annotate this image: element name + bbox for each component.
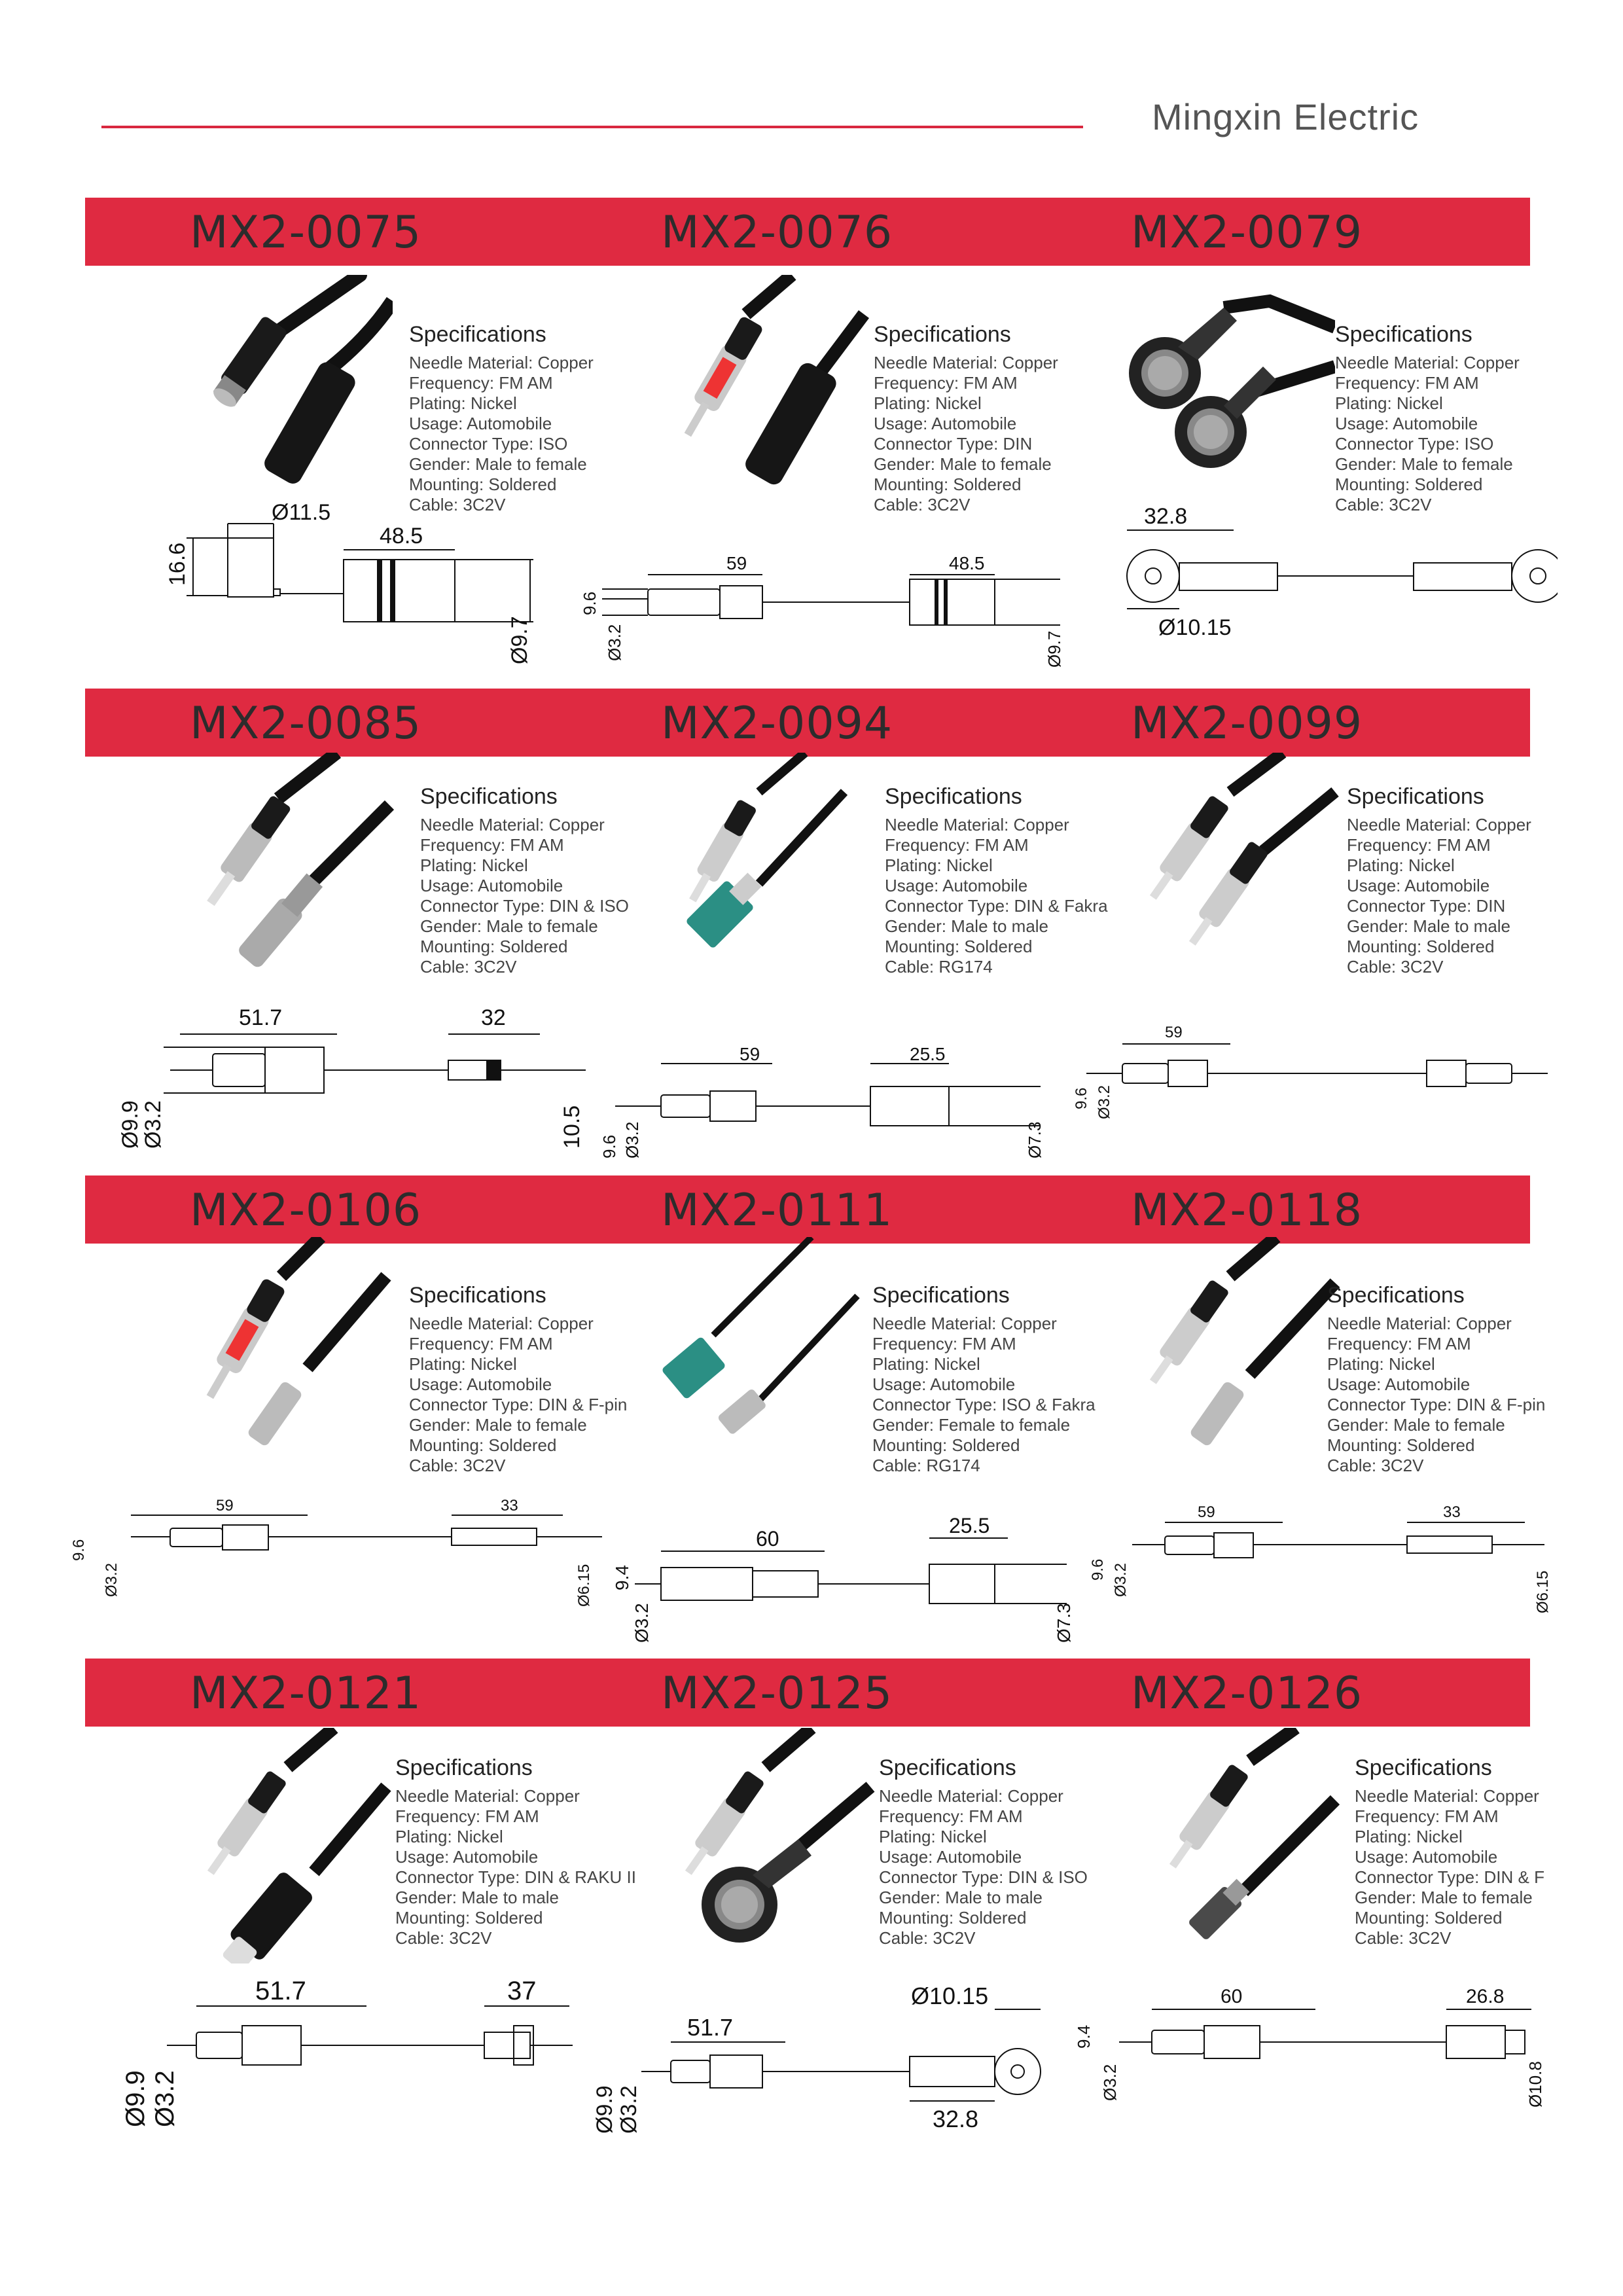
spec-line: Plating: Nickel bbox=[879, 1827, 987, 1846]
spec-line: Frequency: FM AM bbox=[1335, 373, 1479, 393]
spec-line: Cable: 3C2V bbox=[409, 1456, 506, 1475]
spec-line: Connector Type: DIN & ISO bbox=[420, 896, 629, 916]
spec-block-mx2-0126 bbox=[1355, 1755, 1623, 1948]
spec-line: Gender: Male to female bbox=[1335, 454, 1513, 474]
spec-title: Specifications bbox=[885, 784, 1022, 809]
spec-line: Frequency: FM AM bbox=[885, 835, 1029, 855]
spec-block-mx2-0118 bbox=[1327, 1283, 1615, 1476]
dimension-label: 10.5 bbox=[560, 1105, 584, 1149]
spec-line: Connector Type: ISO bbox=[409, 434, 568, 454]
spec-line: Plating: Nickel bbox=[1355, 1827, 1463, 1846]
spec-line: Connector Type: DIN bbox=[874, 434, 1033, 454]
spec-line: Gender: Male to female bbox=[409, 454, 587, 474]
spec-line: Needle Material: Copper bbox=[885, 815, 1069, 834]
dimension-label: Ø3.2 bbox=[605, 624, 624, 661]
spec-line: Connector Type: DIN & F-pin bbox=[1327, 1395, 1546, 1414]
spec-line: Plating: Nickel bbox=[874, 393, 982, 413]
dimension-label: Ø9.9 bbox=[118, 1100, 143, 1149]
dimension-label: 32.8 bbox=[933, 2106, 979, 2132]
spec-line: Cable: 3C2V bbox=[879, 1928, 976, 1948]
dimension-drawing-mx2-0079 bbox=[1099, 504, 1558, 655]
dimension-drawing-mx2-0111 bbox=[609, 1512, 1080, 1649]
dimension-label: Ø9.7 bbox=[507, 616, 532, 664]
spec-title: Specifications bbox=[395, 1755, 533, 1780]
spec-line: Usage: Automobile bbox=[879, 1847, 1022, 1867]
dimension-label: 59 bbox=[740, 1044, 760, 1064]
spec-line: Usage: Automobile bbox=[420, 876, 563, 895]
dimension-label: 9.4 bbox=[612, 1565, 632, 1590]
spec-line: Frequency: FM AM bbox=[395, 1806, 539, 1826]
product-photo-mx2-0106 bbox=[177, 1237, 393, 1460]
spec-line: Plating: Nickel bbox=[395, 1827, 503, 1846]
dimension-label: Ø3.2 bbox=[103, 1562, 120, 1597]
spec-line: Connector Type: DIN & Fakra bbox=[885, 896, 1108, 916]
dimension-label: Ø3.2 bbox=[632, 1603, 652, 1643]
dimension-label: 9.4 bbox=[1074, 2024, 1094, 2049]
dimension-label: 32.8 bbox=[1144, 504, 1188, 529]
dimension-label: Ø3.2 bbox=[141, 1100, 166, 1149]
product-band-row-4 bbox=[85, 1659, 1530, 1727]
product-code: MX2-0125 bbox=[661, 1668, 893, 1719]
spec-block-mx2-0085 bbox=[420, 784, 708, 977]
spec-line: Plating: Nickel bbox=[885, 855, 993, 875]
dimension-label: 48.5 bbox=[380, 524, 423, 548]
dimension-drawing-mx2-0126 bbox=[1060, 1977, 1558, 2121]
spec-line: Needle Material: Copper bbox=[395, 1786, 580, 1806]
spec-line: Gender: Male to male bbox=[1347, 916, 1511, 936]
spec-line: Usage: Automobile bbox=[1327, 1374, 1471, 1394]
spec-line: Mounting: Soldered bbox=[1335, 475, 1483, 494]
product-code: MX2-0118 bbox=[1131, 1185, 1363, 1236]
spec-line: Needle Material: Copper bbox=[1347, 815, 1531, 834]
dimension-drawing-mx2-0085 bbox=[108, 1001, 605, 1152]
spec-line: Cable: 3C2V bbox=[420, 957, 517, 977]
spec-line: Mounting: Soldered bbox=[874, 475, 1022, 494]
spec-line: Gender: Male to female bbox=[420, 916, 598, 936]
spec-line: Cable: 3C2V bbox=[874, 495, 971, 514]
spec-line: Frequency: FM AM bbox=[872, 1334, 1016, 1354]
spec-line: Gender: Male to male bbox=[879, 1888, 1043, 1907]
dimension-label: 9.6 bbox=[599, 1134, 619, 1158]
product-code: MX2-0111 bbox=[661, 1185, 893, 1236]
dimension-label: 51.7 bbox=[255, 1977, 306, 2005]
spec-line: Frequency: FM AM bbox=[409, 1334, 553, 1354]
spec-line: Plating: Nickel bbox=[1347, 855, 1455, 875]
spec-line: Usage: Automobile bbox=[395, 1847, 539, 1867]
product-code: MX2-0099 bbox=[1131, 698, 1363, 749]
dimension-label: 9.6 bbox=[1073, 1087, 1090, 1109]
dimension-label: 59 bbox=[1198, 1503, 1215, 1521]
spec-title: Specifications bbox=[879, 1755, 1016, 1780]
dimension-label: 59 bbox=[1165, 1024, 1183, 1041]
spec-line: Connector Type: DIN & F-pin bbox=[409, 1395, 628, 1414]
spec-line: Gender: Male to female bbox=[874, 454, 1052, 474]
spec-line: Usage: Automobile bbox=[872, 1374, 1016, 1394]
dimension-label: Ø3.2 bbox=[622, 1121, 642, 1158]
spec-line: Plating: Nickel bbox=[872, 1354, 980, 1374]
dimension-label: Ø10.15 bbox=[1158, 615, 1232, 640]
dimension-label: Ø9.7 bbox=[1044, 630, 1064, 668]
spec-line: Gender: Female to female bbox=[872, 1415, 1071, 1435]
dimension-label: 16.6 bbox=[165, 542, 190, 586]
dimension-label: 37 bbox=[507, 1977, 537, 2005]
header-rule bbox=[101, 126, 1083, 128]
dimension-label: Ø7.3 bbox=[1054, 1603, 1074, 1643]
spec-line: Frequency: FM AM bbox=[1347, 835, 1491, 855]
spec-line: Cable: 3C2V bbox=[395, 1928, 492, 1948]
dimension-label: Ø3.2 bbox=[1100, 2064, 1120, 2101]
spec-line: Cable: RG174 bbox=[885, 957, 993, 977]
spec-line: Usage: Automobile bbox=[1335, 414, 1478, 433]
spec-line: Connector Type: DIN & ISO bbox=[879, 1867, 1088, 1887]
spec-line: Mounting: Soldered bbox=[395, 1908, 543, 1928]
spec-line: Mounting: Soldered bbox=[1327, 1435, 1475, 1455]
dimension-label: 60 bbox=[756, 1527, 779, 1551]
product-photo-mx2-0121 bbox=[183, 1728, 393, 1964]
spec-line: Frequency: FM AM bbox=[874, 373, 1018, 393]
spec-line: Frequency: FM AM bbox=[409, 373, 553, 393]
dimension-label: Ø10.8 bbox=[1525, 2061, 1545, 2108]
dimension-label: 33 bbox=[501, 1497, 518, 1515]
spec-block-mx2-0106 bbox=[409, 1283, 697, 1476]
product-code: MX2-0121 bbox=[190, 1668, 422, 1719]
spec-line: Mounting: Soldered bbox=[1347, 937, 1495, 956]
brand-name: Mingxin Electric bbox=[1152, 96, 1419, 137]
product-band-row-2 bbox=[85, 689, 1530, 757]
spec-line: Plating: Nickel bbox=[1335, 393, 1443, 413]
spec-line: Cable: 3C2V bbox=[409, 495, 506, 514]
dimension-drawing-mx2-0121 bbox=[115, 1970, 599, 2130]
dimension-label: 33 bbox=[1443, 1503, 1461, 1521]
spec-line: Cable: 3C2V bbox=[1355, 1928, 1452, 1948]
spec-block-mx2-0125 bbox=[879, 1755, 1167, 1948]
spec-title: Specifications bbox=[1335, 322, 1472, 347]
spec-line: Plating: Nickel bbox=[420, 855, 528, 875]
spec-line: Needle Material: Copper bbox=[409, 1314, 594, 1333]
spec-block-mx2-0111 bbox=[872, 1283, 1160, 1476]
dimension-drawing-mx2-0125 bbox=[589, 1977, 1060, 2137]
product-band-row-3 bbox=[85, 1175, 1530, 1244]
dimension-label: Ø6.15 bbox=[575, 1564, 593, 1607]
spec-title: Specifications bbox=[874, 322, 1011, 347]
spec-line: Mounting: Soldered bbox=[872, 1435, 1020, 1455]
spec-line: Cable: 3C2V bbox=[1347, 957, 1444, 977]
dimension-label: Ø3.2 bbox=[1096, 1085, 1113, 1119]
dimension-drawing-mx2-0118 bbox=[1080, 1499, 1558, 1623]
spec-line: Needle Material: Copper bbox=[1327, 1314, 1512, 1333]
spec-block-mx2-0121 bbox=[395, 1755, 683, 1948]
dimension-drawing-mx2-0076 bbox=[576, 550, 1099, 674]
product-code: MX2-0085 bbox=[190, 698, 422, 749]
dimension-label: 59 bbox=[726, 553, 747, 573]
dimension-label: 59 bbox=[216, 1497, 234, 1515]
dimension-drawing-mx2-0099 bbox=[1060, 1018, 1558, 1129]
dimension-label: Ø9.9 bbox=[592, 2085, 617, 2134]
product-code: MX2-0126 bbox=[1131, 1668, 1363, 1719]
dimension-label: 26.8 bbox=[1466, 1986, 1505, 2007]
spec-line: Gender: Male to female bbox=[1327, 1415, 1505, 1435]
spec-block-mx2-0079 bbox=[1335, 322, 1623, 515]
spec-line: Needle Material: Copper bbox=[879, 1786, 1063, 1806]
dimension-label: 9.6 bbox=[1089, 1558, 1107, 1581]
dimension-drawing-mx2-0106 bbox=[65, 1492, 609, 1610]
product-code: MX2-0106 bbox=[190, 1185, 422, 1236]
spec-line: Mounting: Soldered bbox=[879, 1908, 1027, 1928]
spec-line: Needle Material: Copper bbox=[1355, 1786, 1539, 1806]
spec-line: Connector Type: DIN & RAKU II bbox=[395, 1867, 636, 1887]
spec-line: Gender: Male to female bbox=[1355, 1888, 1533, 1907]
spec-line: Usage: Automobile bbox=[409, 414, 552, 433]
spec-line: Cable: 3C2V bbox=[1335, 495, 1432, 514]
spec-line: Connector Type: ISO & Fakra bbox=[872, 1395, 1096, 1414]
dimension-label: 9.6 bbox=[70, 1539, 88, 1561]
spec-line: Usage: Automobile bbox=[409, 1374, 552, 1394]
spec-line: Gender: Male to male bbox=[885, 916, 1049, 936]
dimension-label: Ø9.9 bbox=[121, 2070, 150, 2127]
spec-line: Connector Type: ISO bbox=[1335, 434, 1494, 454]
spec-block-mx2-0075 bbox=[409, 322, 697, 515]
spec-line: Plating: Nickel bbox=[409, 393, 517, 413]
spec-line: Mounting: Soldered bbox=[409, 475, 557, 494]
spec-title: Specifications bbox=[420, 784, 558, 809]
product-photo-mx2-0125 bbox=[661, 1728, 877, 1950]
dimension-label: Ø7.3 bbox=[1025, 1121, 1044, 1158]
spec-line: Frequency: FM AM bbox=[1327, 1334, 1471, 1354]
product-photo-mx2-0126 bbox=[1145, 1728, 1342, 1950]
dimension-label: 48.5 bbox=[949, 553, 985, 573]
spec-line: Needle Material: Copper bbox=[409, 353, 594, 372]
spec-block-mx2-0076 bbox=[874, 322, 1162, 515]
spec-title: Specifications bbox=[1347, 784, 1484, 809]
spec-line: Needle Material: Copper bbox=[874, 353, 1058, 372]
product-code: MX2-0079 bbox=[1131, 207, 1363, 259]
dimension-label: 9.6 bbox=[580, 591, 599, 615]
spec-line: Mounting: Soldered bbox=[420, 937, 568, 956]
dimension-label: 51.7 bbox=[687, 2014, 734, 2041]
spec-line: Mounting: Soldered bbox=[409, 1435, 557, 1455]
spec-line: Needle Material: Copper bbox=[872, 1314, 1057, 1333]
spec-line: Gender: Male to female bbox=[409, 1415, 587, 1435]
spec-line: Frequency: FM AM bbox=[420, 835, 564, 855]
dimension-label: 60 bbox=[1221, 1986, 1243, 2007]
dimension-label: Ø10.15 bbox=[911, 1982, 989, 2009]
spec-line: Usage: Automobile bbox=[1347, 876, 1490, 895]
dimension-drawing-mx2-0075 bbox=[157, 497, 563, 668]
spec-line: Connector Type: DIN & F bbox=[1355, 1867, 1544, 1887]
dimension-label: Ø3.2 bbox=[151, 2070, 179, 2127]
spec-line: Gender: Male to male bbox=[395, 1888, 560, 1907]
spec-line: Connector Type: DIN bbox=[1347, 896, 1506, 916]
spec-line: Mounting: Soldered bbox=[885, 937, 1033, 956]
spec-line: Needle Material: Copper bbox=[1335, 353, 1520, 372]
spec-title: Specifications bbox=[872, 1283, 1010, 1308]
spec-line: Mounting: Soldered bbox=[1355, 1908, 1503, 1928]
spec-line: Frequency: FM AM bbox=[879, 1806, 1023, 1826]
dimension-label: 25.5 bbox=[910, 1044, 946, 1064]
spec-line: Usage: Automobile bbox=[874, 414, 1017, 433]
spec-line: Plating: Nickel bbox=[409, 1354, 517, 1374]
product-photo-mx2-0085 bbox=[180, 753, 396, 975]
spec-line: Cable: 3C2V bbox=[1327, 1456, 1424, 1475]
dimension-label: Ø6.15 bbox=[1534, 1570, 1552, 1613]
spec-line: Frequency: FM AM bbox=[1355, 1806, 1499, 1826]
dimension-label: 32 bbox=[481, 1005, 506, 1030]
dimension-label: Ø3.2 bbox=[1112, 1562, 1130, 1597]
spec-line: Needle Material: Copper bbox=[420, 815, 605, 834]
spec-line: Plating: Nickel bbox=[1327, 1354, 1435, 1374]
dimension-drawing-mx2-0094 bbox=[589, 1037, 1060, 1165]
product-code: MX2-0075 bbox=[190, 207, 422, 259]
spec-title: Specifications bbox=[1327, 1283, 1465, 1308]
spec-title: Specifications bbox=[409, 1283, 546, 1308]
spec-title: Specifications bbox=[1355, 1755, 1492, 1780]
spec-line: Usage: Automobile bbox=[1355, 1847, 1498, 1867]
dimension-label: 25.5 bbox=[949, 1514, 990, 1537]
spec-block-mx2-0094 bbox=[885, 784, 1173, 977]
product-band-row-1 bbox=[85, 198, 1530, 266]
spec-line: Cable: RG174 bbox=[872, 1456, 980, 1475]
dimension-label: Ø3.2 bbox=[616, 2085, 641, 2134]
dimension-label: 51.7 bbox=[239, 1005, 283, 1030]
dimension-label: Ø11.5 bbox=[272, 500, 331, 525]
spec-title: Specifications bbox=[409, 322, 546, 347]
product-code: MX2-0094 bbox=[661, 698, 893, 749]
product-photo-mx2-0075 bbox=[177, 275, 393, 491]
spec-line: Usage: Automobile bbox=[885, 876, 1028, 895]
spec-block-mx2-0099 bbox=[1347, 784, 1623, 977]
product-code: MX2-0076 bbox=[661, 207, 893, 259]
